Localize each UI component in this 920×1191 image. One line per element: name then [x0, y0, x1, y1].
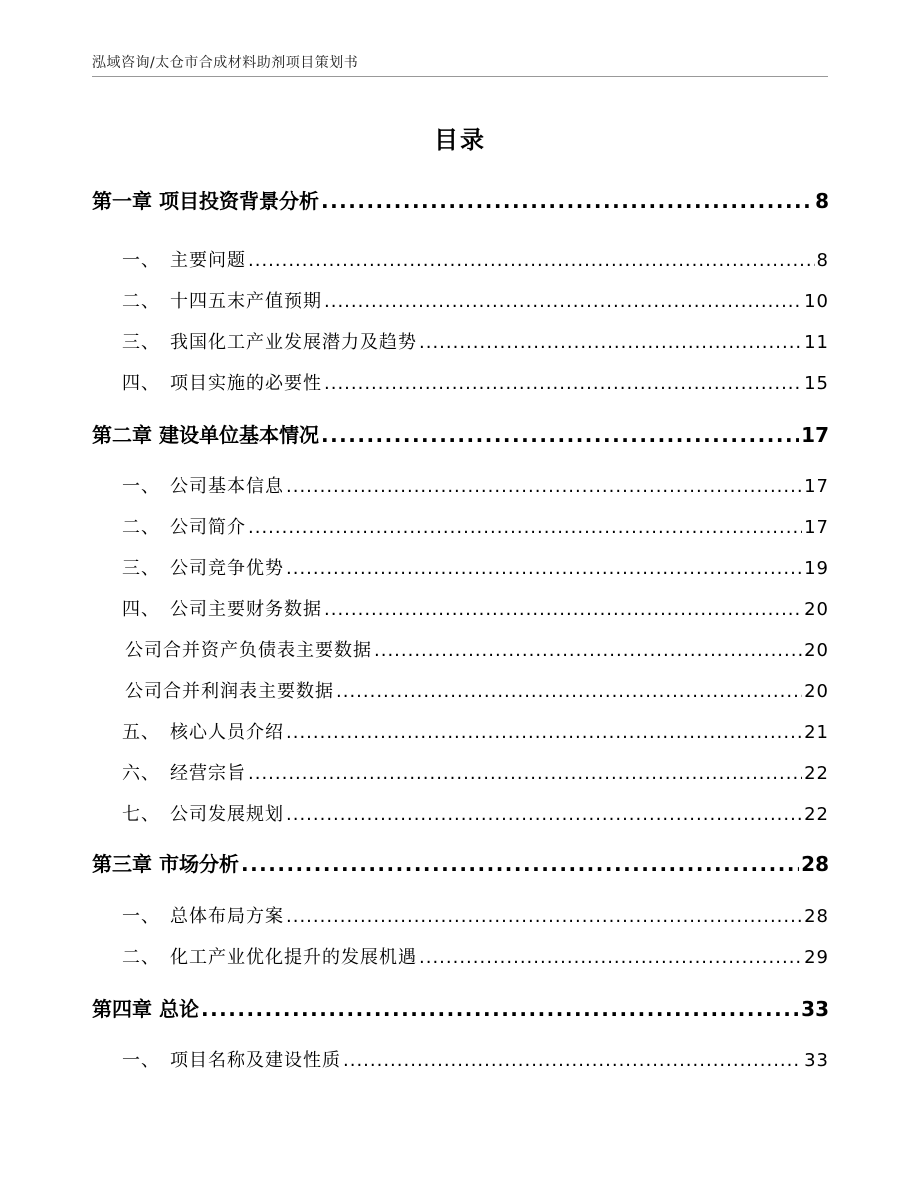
toc-page-number: 20: [804, 640, 829, 661]
toc-chapter[interactable]: [92, 419, 829, 448]
toc-subsection[interactable]: [92, 636, 829, 662]
leader-dots: [248, 250, 815, 271]
toc-section[interactable]: [92, 513, 829, 539]
leader-dots: [419, 332, 802, 353]
toc-page-number: 33: [804, 1050, 829, 1071]
leader-dots: [324, 599, 802, 620]
toc-section-number: 四、: [122, 373, 160, 394]
toc-section[interactable]: [92, 1046, 829, 1072]
toc-page-number: 8: [816, 250, 829, 271]
toc-section-number: 一、: [122, 906, 160, 927]
toc-entry-label: 公司基本信息: [170, 476, 284, 497]
toc-entry-label: 第一章 项目投资背景分析: [92, 189, 319, 213]
toc-subsection[interactable]: [92, 677, 829, 703]
leader-dots: [286, 804, 802, 825]
toc-section-number: 三、: [122, 558, 160, 579]
toc-section[interactable]: [92, 718, 829, 744]
toc-page-number: 20: [804, 681, 829, 702]
toc-section-number: 七、: [122, 804, 160, 825]
leader-dots: [248, 763, 802, 784]
toc-entry-label: 经营宗旨: [170, 763, 246, 784]
toc-section-number: 三、: [122, 332, 160, 353]
toc-entry-label: 公司合并利润表主要数据: [125, 681, 334, 702]
toc-page-number: 10: [804, 291, 829, 312]
leader-dots: [336, 681, 802, 702]
toc-entry-label: 项目名称及建设性质: [170, 1050, 341, 1071]
toc-section-number: 二、: [122, 947, 160, 968]
toc-section[interactable]: [92, 800, 829, 826]
leader-dots: [286, 558, 802, 579]
toc-entry-label: 公司简介: [170, 517, 246, 538]
header-rule: [92, 76, 828, 77]
toc-entry-label: 总体布局方案: [170, 906, 284, 927]
toc-page-number: 8: [815, 189, 829, 213]
leader-dots: [286, 476, 802, 497]
toc-chapter[interactable]: [92, 993, 829, 1022]
leader-dots: [419, 947, 802, 968]
leader-dots: [374, 640, 802, 661]
toc-section-number: 二、: [122, 291, 160, 312]
toc-entry-label: 项目实施的必要性: [170, 373, 322, 394]
toc-page-number: 28: [804, 906, 829, 927]
running-header: 泓域咨询/太仓市合成材料助剂项目策划书: [92, 55, 359, 71]
leader-dots: [248, 517, 802, 538]
toc-section[interactable]: [92, 902, 829, 928]
toc-page-number: 22: [804, 763, 829, 784]
toc-page-number: 17: [801, 423, 829, 447]
toc-page-number: 17: [804, 517, 829, 538]
toc-entry-label: 化工产业优化提升的发展机遇: [170, 947, 417, 968]
toc-chapter[interactable]: [92, 185, 829, 214]
toc-section[interactable]: [92, 554, 829, 580]
toc-entry-label: 我国化工产业发展潜力及趋势: [170, 332, 417, 353]
toc-page-number: 33: [801, 997, 829, 1021]
toc-entry-label: 第三章 市场分析: [92, 852, 239, 876]
toc-section[interactable]: [92, 943, 829, 969]
toc-page-number: 29: [804, 947, 829, 968]
toc-section-number: 五、: [122, 722, 160, 743]
toc-section-number: 一、: [122, 250, 160, 271]
leader-dots: [324, 373, 802, 394]
toc-entry-label: 公司合并资产负债表主要数据: [125, 640, 372, 661]
leader-dots: [241, 852, 799, 876]
toc-page-number: 28: [801, 852, 829, 876]
toc-page-number: 11: [804, 332, 829, 353]
toc-section-number: 二、: [122, 517, 160, 538]
toc-section[interactable]: [92, 369, 829, 395]
toc-page-number: 22: [804, 804, 829, 825]
leader-dots: [324, 291, 802, 312]
toc-section-number: 一、: [122, 476, 160, 497]
toc-section[interactable]: [92, 287, 829, 313]
toc-entry-label: 公司主要财务数据: [170, 599, 322, 620]
toc-chapter[interactable]: [92, 848, 829, 877]
toc-section[interactable]: [92, 472, 829, 498]
toc-page-number: 21: [804, 722, 829, 743]
toc-entry-label: 核心人员介绍: [170, 722, 284, 743]
leader-dots: [321, 189, 813, 213]
toc-section[interactable]: [92, 246, 829, 272]
leader-dots: [201, 997, 799, 1021]
toc-entry-label: 公司发展规划: [170, 804, 284, 825]
toc-entry-label: 主要问题: [170, 250, 246, 271]
toc-section[interactable]: [92, 759, 829, 785]
toc-page-number: 17: [804, 476, 829, 497]
leader-dots: [286, 906, 802, 927]
toc-section-number: 一、: [122, 1050, 160, 1071]
toc-page-number: 15: [804, 373, 829, 394]
leader-dots: [343, 1050, 802, 1071]
toc-entry-label: 第二章 建设单位基本情况: [92, 423, 319, 447]
page-title: 目录: [434, 126, 486, 154]
toc-section[interactable]: [92, 328, 829, 354]
toc-entry-label: 公司竞争优势: [170, 558, 284, 579]
toc-entry-label: 第四章 总论: [92, 997, 199, 1021]
toc-entry-label: 十四五末产值预期: [170, 291, 322, 312]
toc-section-number: 四、: [122, 599, 160, 620]
toc-page-number: 19: [804, 558, 829, 579]
leader-dots: [286, 722, 802, 743]
toc-page-number: 20: [804, 599, 829, 620]
leader-dots: [321, 423, 799, 447]
toc-section-number: 六、: [122, 763, 160, 784]
toc-section[interactable]: [92, 595, 829, 621]
